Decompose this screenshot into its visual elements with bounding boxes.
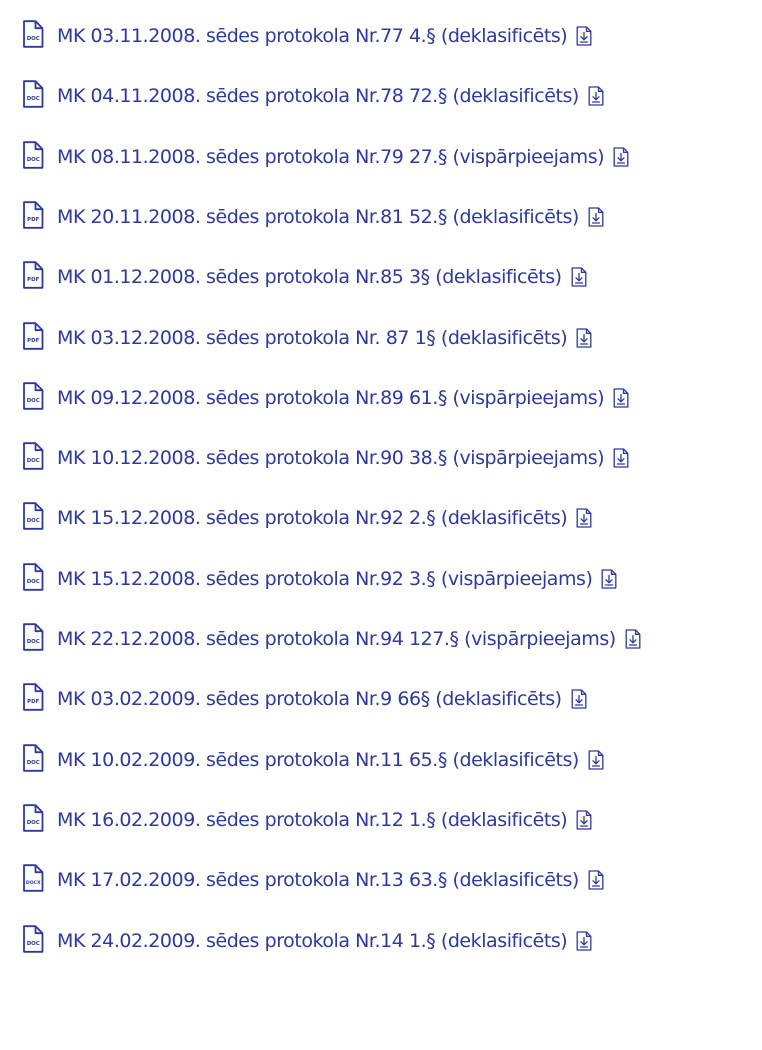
- list-item: [22, 20, 592, 52]
- list-item: [22, 322, 592, 354]
- download-icon[interactable]: [576, 810, 592, 830]
- list-item: [22, 80, 604, 112]
- file-type-label: DOC: [26, 518, 40, 525]
- download-icon[interactable]: [613, 147, 629, 167]
- download-icon[interactable]: [588, 870, 604, 890]
- document-link[interactable]: MK 04.11.2008. sēdes protokola Nr.78 72.§ (deklasificēts): [57, 85, 579, 108]
- file-type-label: DOC: [26, 940, 40, 947]
- file-type-label: DOC: [26, 35, 40, 42]
- file-type-icon: [22, 502, 57, 534]
- download-icon[interactable]: [613, 448, 629, 468]
- download-icon[interactable]: [571, 267, 587, 287]
- list-item: [22, 201, 604, 233]
- download-icon[interactable]: [588, 86, 604, 106]
- file-type-icon: [22, 20, 57, 52]
- file-type-label: DOC: [26, 638, 40, 645]
- list-item: [22, 502, 592, 534]
- file-type-label: DOCX: [25, 880, 41, 886]
- download-icon[interactable]: [588, 750, 604, 770]
- list-item: [22, 141, 629, 173]
- file-type-icon: [22, 744, 57, 776]
- file-type-icon: [22, 442, 57, 474]
- list-item: [22, 382, 629, 414]
- document-link[interactable]: MK 15.12.2008. sēdes protokola Nr.92 2.§ (deklasificēts): [57, 507, 568, 530]
- document-link[interactable]: MK 08.11.2008. sēdes protokola Nr.79 27.§ (vispārpieejams): [57, 145, 605, 168]
- file-type-label: DOC: [26, 96, 40, 103]
- list-item: [22, 744, 604, 776]
- download-icon[interactable]: [571, 689, 587, 709]
- file-type-label: PDF: [27, 337, 40, 344]
- file-type-icon: [22, 322, 57, 354]
- document-link[interactable]: MK 10.12.2008. sēdes protokola Nr.90 38.§ (vispārpieejams): [57, 447, 605, 470]
- list-item: [22, 925, 592, 957]
- list-item: [22, 261, 587, 293]
- file-type-label: PDF: [27, 276, 40, 283]
- document-link[interactable]: MK 03.12.2008. sēdes protokola Nr. 87 1§ (deklasificēts): [57, 326, 568, 349]
- download-icon[interactable]: [588, 207, 604, 227]
- list-item: [22, 683, 587, 715]
- file-type-icon: [22, 141, 57, 173]
- document-link[interactable]: MK 22.12.2008. sēdes protokola Nr.94 127.§ (vispārpieejams): [57, 628, 616, 650]
- file-type-icon: [22, 261, 57, 293]
- download-icon[interactable]: [625, 629, 641, 649]
- file-type-label: PDF: [27, 216, 40, 223]
- download-icon[interactable]: [601, 569, 617, 589]
- file-type-label: DOC: [26, 578, 40, 585]
- download-icon[interactable]: [613, 388, 629, 408]
- document-link[interactable]: MK 24.02.2009. sēdes protokola Nr.14 1.§ (deklasificēts): [57, 929, 568, 952]
- download-icon[interactable]: [576, 931, 592, 951]
- file-type-label: DOC: [26, 397, 40, 404]
- file-type-icon: [22, 382, 57, 414]
- document-link[interactable]: MK 20.11.2008. sēdes protokola Nr.81 52.§ (deklasificēts): [57, 205, 579, 228]
- document-link[interactable]: MK 16.02.2009. sēdes protokola Nr.12 1.§ (deklasificēts): [57, 808, 568, 831]
- list-item: [22, 563, 617, 595]
- document-link[interactable]: MK 17.02.2009. sēdes protokola Nr.13 63.§ (deklasificēts): [57, 869, 579, 892]
- list-item: [22, 804, 592, 836]
- download-icon[interactable]: [576, 26, 592, 46]
- file-type-icon: [22, 80, 57, 112]
- file-type-icon: [22, 563, 57, 595]
- file-type-icon: [22, 683, 57, 715]
- document-link[interactable]: MK 01.12.2008. sēdes protokola Nr.85 3§ (deklasificēts): [57, 266, 562, 289]
- document-link[interactable]: MK 10.02.2009. sēdes protokola Nr.11 65.§ (deklasificēts): [57, 748, 579, 771]
- file-type-label: DOC: [26, 457, 40, 464]
- list-item: [22, 442, 629, 474]
- file-type-label: PDF: [27, 699, 40, 706]
- file-type-icon: [22, 623, 57, 655]
- document-link[interactable]: MK 03.02.2009. sēdes protokola Nr.9 66§ (deklasificēts): [57, 688, 562, 711]
- file-type-label: DOC: [26, 759, 40, 766]
- download-icon[interactable]: [576, 508, 592, 528]
- list-item: [22, 864, 604, 896]
- file-type-label: DOC: [26, 819, 40, 826]
- document-link[interactable]: MK 15.12.2008. sēdes protokola Nr.92 3.§ (vispārpieejams): [57, 567, 593, 590]
- file-type-icon: [22, 201, 57, 233]
- document-link[interactable]: MK 03.11.2008. sēdes protokola Nr.77 4.§ (deklasificēts): [57, 25, 568, 47]
- list-item: [22, 623, 641, 655]
- download-icon[interactable]: [576, 328, 592, 348]
- document-link[interactable]: MK 09.12.2008. sēdes protokola Nr.89 61.§ (vispārpieejams): [57, 386, 605, 409]
- file-type-icon: [22, 804, 57, 836]
- file-type-icon: [22, 864, 57, 896]
- file-type-icon: [22, 925, 57, 957]
- file-type-label: DOC: [26, 156, 40, 163]
